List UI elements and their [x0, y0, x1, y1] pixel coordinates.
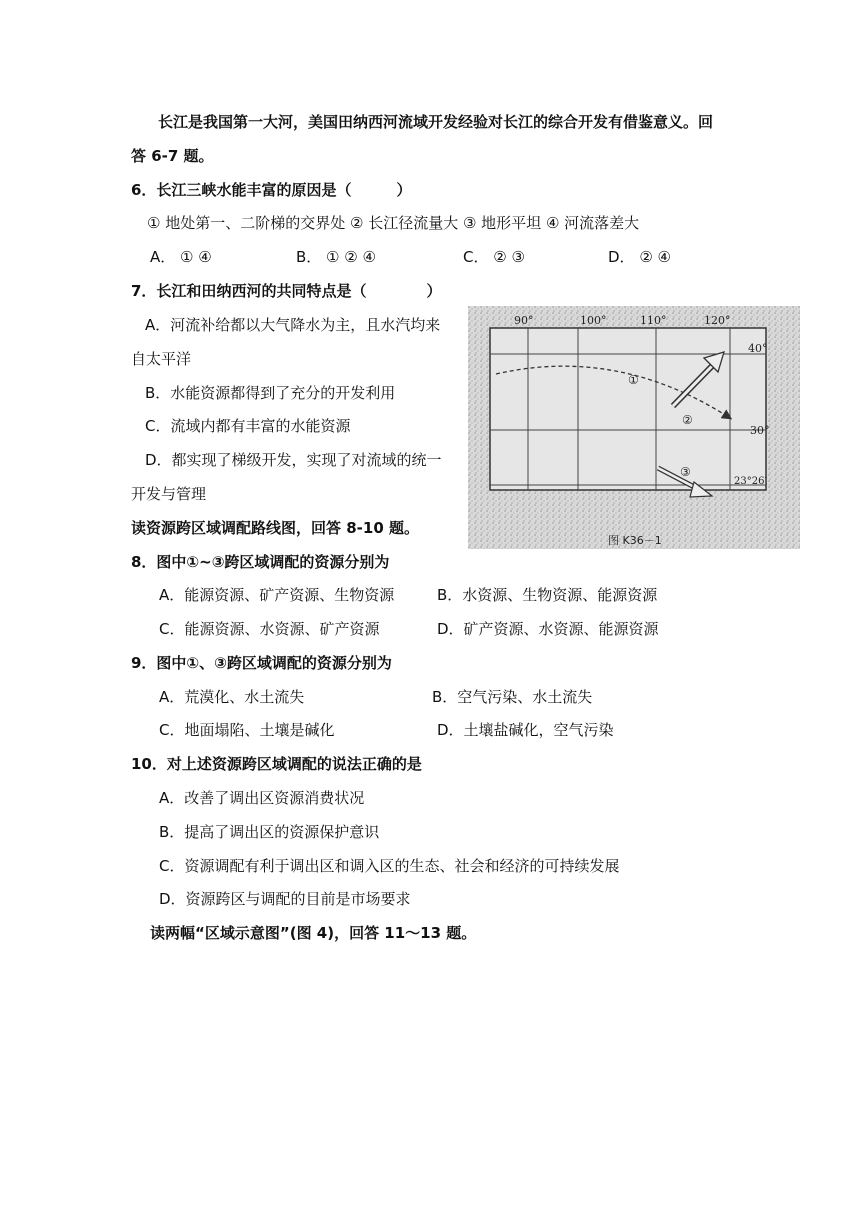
- q6-option-a: A． ① ④: [150, 248, 212, 266]
- q7-option-b: B．水能资源都得到了充分的开发利用: [145, 384, 396, 402]
- q6-stem: 6．长江三峡水能丰富的原因是（ ）: [131, 181, 412, 199]
- q9-option-a: A．荒漠化、水土流失: [159, 688, 305, 706]
- figure-caption: 图 K36－1: [608, 534, 662, 547]
- intro-11-13: 读两幅“区域示意图”(图 4)，回答 11～13 题。: [150, 924, 477, 942]
- q6-option-c: C． ② ③: [463, 248, 525, 266]
- q10-option-c: C．资源调配有利于调出区和调入区的生态、社会和经济的可持续发展: [159, 857, 620, 875]
- marker-3: ③: [680, 465, 691, 479]
- q10-stem: 10．对上述资源跨区域调配的说法正确的是: [131, 755, 422, 773]
- q6-option-b: B． ① ② ④: [296, 248, 376, 266]
- q7-option-a-line2: 自太平洋: [131, 350, 192, 368]
- q9-option-c: C．地面塌陷、土壤是碱化: [159, 721, 335, 739]
- lon-label-120: 120°: [704, 314, 731, 327]
- lat-label-tropic: 23°26′: [734, 476, 767, 487]
- q6-items: ① 地处第一、二阶梯的交界处 ② 长江径流量大 ③ 地形平坦 ④ 河流落差大: [147, 214, 640, 232]
- map-frame: [490, 328, 766, 490]
- q9-option-b: B．空气污染、水土流失: [432, 688, 593, 706]
- intro-6-7-line1: 长江是我国第一大河，美国田纳西河流域开发经验对长江的综合开发有借鉴意义。回: [158, 113, 714, 131]
- lat-label-40: 40°: [748, 342, 768, 355]
- marker-2: ②: [682, 413, 693, 427]
- q8-option-a: A．能源资源、矿产资源、生物资源: [159, 586, 395, 604]
- q7-option-d-line1: D．都实现了梯级开发，实现了对流域的统一: [145, 451, 442, 469]
- resource-transfer-map: [468, 306, 800, 549]
- lon-label-100: 100°: [580, 314, 607, 327]
- q7-option-a-line1: A．河流补给都以大气降水为主，且水汽均来: [145, 316, 441, 334]
- q7-option-d-line2: 开发与管理: [131, 485, 207, 503]
- marker-1: ①: [628, 373, 639, 387]
- q8-option-c: C．能源资源、水资源、矿产资源: [159, 620, 380, 638]
- lon-label-110: 110°: [640, 314, 667, 327]
- q8-option-b: B．水资源、生物资源、能源资源: [437, 586, 658, 604]
- q8-option-d: D．矿产资源、水资源、能源资源: [437, 620, 659, 638]
- q10-option-b: B．提高了调出区的资源保护意识: [159, 823, 380, 841]
- q10-option-a: A．改善了调出区资源消费状况: [159, 789, 365, 807]
- q9-option-d: D．土壤盐碱化，空气污染: [437, 721, 614, 739]
- q6-option-d: D． ② ④: [608, 248, 671, 266]
- map-svg: [468, 306, 800, 549]
- intro-6-7-line2: 答 6-7 题。: [131, 147, 214, 165]
- q7-option-c: C．流域内都有丰富的水能资源: [145, 417, 351, 435]
- intro-8-10: 读资源跨区域调配路线图，回答 8-10 题。: [131, 519, 419, 537]
- lon-label-90: 90°: [514, 314, 534, 327]
- q10-option-d: D．资源跨区与调配的目前是市场要求: [159, 890, 411, 908]
- q8-stem: 8．图中①~③跨区域调配的资源分别为: [131, 553, 390, 571]
- lat-label-30: 30°: [750, 424, 770, 437]
- q9-stem: 9．图中①、③跨区域调配的资源分别为: [131, 654, 392, 672]
- q7-stem: 7．长江和田纳西河的共同特点是（ ）: [131, 282, 442, 300]
